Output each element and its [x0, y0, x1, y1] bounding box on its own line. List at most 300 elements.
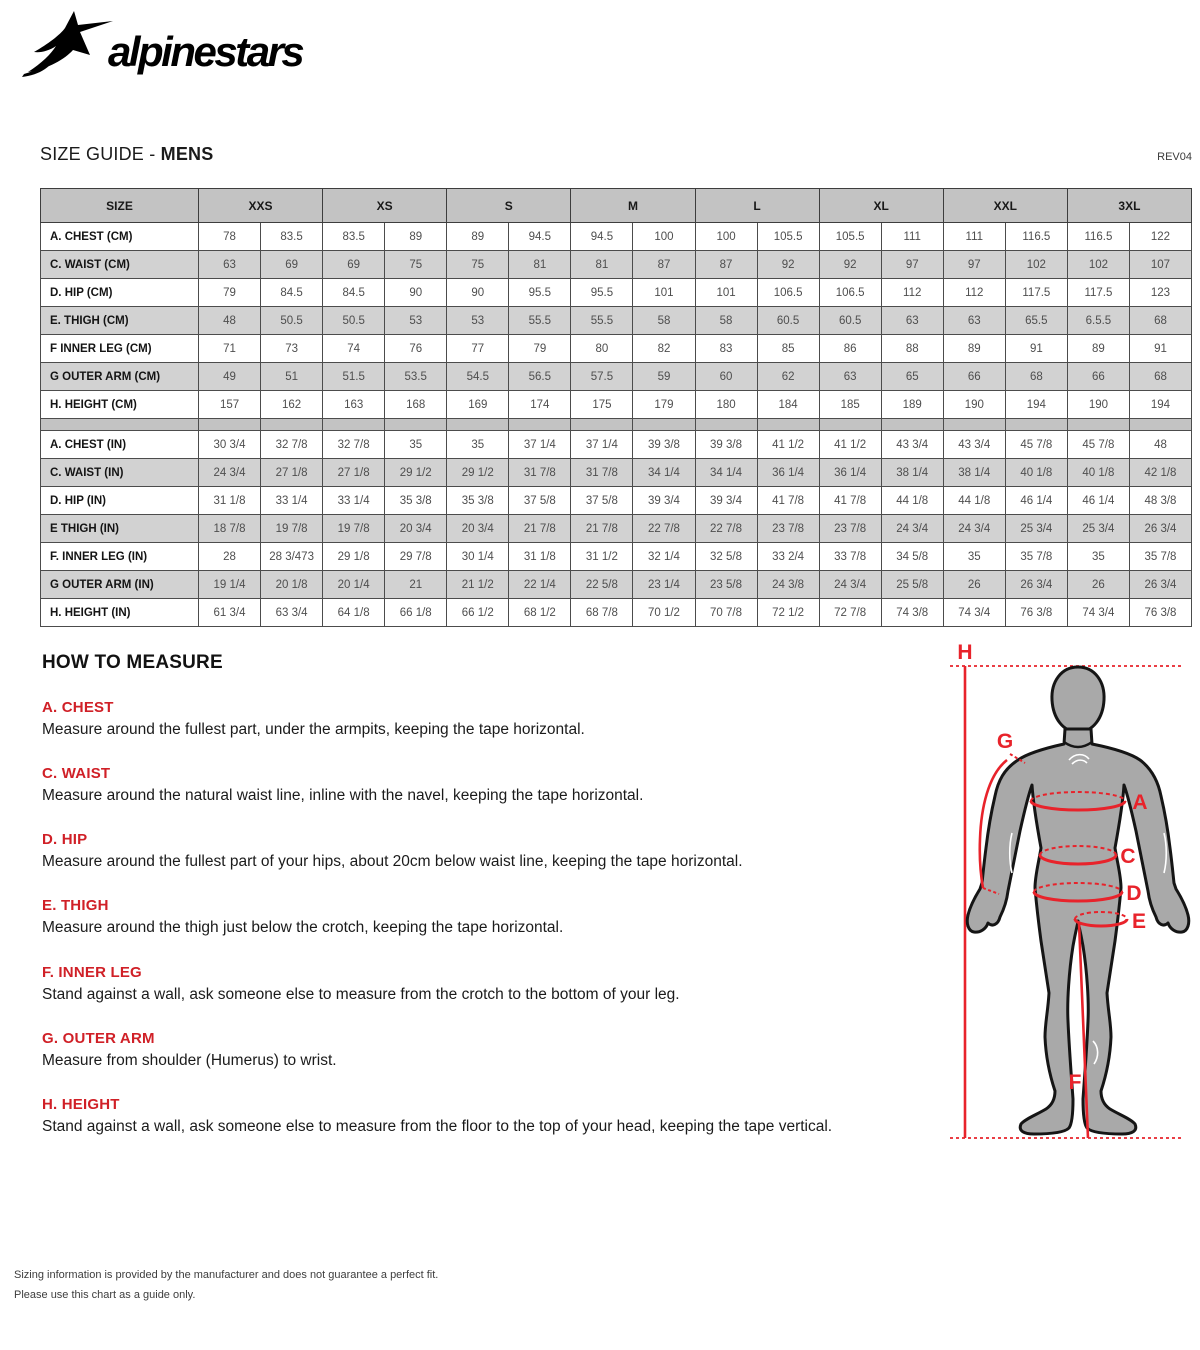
disclaimer [14, 1266, 438, 1306]
size-value: 157 [199, 391, 261, 419]
size-value: 94.5 [571, 223, 633, 251]
row-label: H. HEIGHT (IN) [41, 599, 199, 627]
row-label: E. THIGH (CM) [41, 307, 199, 335]
size-value: 48 3/8 [1129, 487, 1191, 515]
measure-item-label: F. INNER LEG [42, 963, 142, 981]
size-value: 38 1/4 [943, 459, 1005, 487]
size-value: 91 [1005, 335, 1067, 363]
measure-item [42, 765, 927, 806]
size-value: 185 [819, 391, 881, 419]
row-label: D. HIP (IN) [41, 487, 199, 515]
size-value: 19 1/4 [199, 571, 261, 599]
row-label: A. CHEST (CM) [41, 223, 199, 251]
size-value: 40 1/8 [1005, 459, 1067, 487]
measure-item-label: C. WAIST [42, 765, 111, 783]
size-value: 101 [695, 279, 757, 307]
size-value: 24 3/4 [881, 515, 943, 543]
size-value: 41 1/2 [819, 431, 881, 459]
size-value: 95.5 [509, 279, 571, 307]
size-value: 39 3/4 [633, 487, 695, 515]
size-value: 27 1/8 [261, 459, 323, 487]
size-value: 45 7/8 [1067, 431, 1129, 459]
size-value: 81 [509, 251, 571, 279]
size-value: 26 3/4 [1005, 571, 1067, 599]
size-value: 92 [757, 251, 819, 279]
measure-item-text: Measure around the natural waist line, inline with the navel, keeping the tape horizontal. [42, 787, 644, 805]
row-label: G OUTER ARM (CM) [41, 363, 199, 391]
size-value: 86 [819, 335, 881, 363]
size-value: 83.5 [323, 223, 385, 251]
size-value: 54.5 [447, 363, 509, 391]
size-value: 89 [385, 223, 447, 251]
size-value: 116.5 [1067, 223, 1129, 251]
size-value: 74 3/4 [943, 599, 1005, 627]
size-value: 37 5/8 [571, 487, 633, 515]
size-header-xxl: XXL [943, 189, 1067, 223]
size-value: 6.5.5 [1067, 307, 1129, 335]
size-value: 26 3/4 [1129, 515, 1191, 543]
size-value: 44 1/8 [881, 487, 943, 515]
size-value: 74 3/8 [881, 599, 943, 627]
separator-cell [447, 419, 509, 431]
size-value: 24 3/4 [819, 571, 881, 599]
size-value: 105.5 [819, 223, 881, 251]
size-value: 102 [1005, 251, 1067, 279]
size-value: 63 [819, 363, 881, 391]
size-value: 80 [571, 335, 633, 363]
size-value: 53.5 [385, 363, 447, 391]
size-header-s: S [447, 189, 571, 223]
size-value: 23 7/8 [819, 515, 881, 543]
size-value: 56.5 [509, 363, 571, 391]
size-value: 194 [1129, 391, 1191, 419]
size-value: 55.5 [509, 307, 571, 335]
separator-cell [881, 419, 943, 431]
size-value: 66 1/2 [447, 599, 509, 627]
size-value: 26 [943, 571, 1005, 599]
size-value: 35 [385, 431, 447, 459]
size-value: 100 [633, 223, 695, 251]
measure-item-label: A. CHEST [42, 699, 114, 716]
size-value: 39 3/8 [695, 431, 757, 459]
size-value: 22 1/4 [509, 571, 571, 599]
measure-item-label: D. HIP [42, 831, 88, 849]
size-value: 29 7/8 [385, 543, 447, 571]
size-value: 65.5 [1005, 307, 1067, 335]
separator-cell [757, 419, 819, 431]
size-value: 34 1/4 [695, 459, 757, 487]
size-value: 53 [385, 307, 447, 335]
size-value: 71 [199, 335, 261, 363]
size-value: 78 [199, 223, 261, 251]
size-value: 29 1/2 [385, 459, 447, 487]
separator-cell [41, 419, 199, 431]
size-value: 50.5 [323, 307, 385, 335]
size-value: 31 1/8 [509, 543, 571, 571]
row-label: F INNER LEG (CM) [41, 335, 199, 363]
size-value: 87 [695, 251, 757, 279]
size-value: 20 1/8 [261, 571, 323, 599]
measurement-diagram [928, 640, 1200, 1200]
size-value: 189 [881, 391, 943, 419]
size-value: 46 1/4 [1005, 487, 1067, 515]
measure-item-text: Measure from shoulder (Humerus) to wrist. [42, 1051, 337, 1069]
label-a: A [1132, 791, 1148, 814]
size-value: 37 1/4 [571, 431, 633, 459]
size-value: 51 [261, 363, 323, 391]
size-value: 30 3/4 [199, 431, 261, 459]
size-header-xl: XL [819, 189, 943, 223]
size-value: 190 [943, 391, 1005, 419]
size-value: 42 1/8 [1129, 459, 1191, 487]
size-value: 76 3/8 [1005, 599, 1067, 627]
separator-cell [261, 419, 323, 431]
size-value: 20 1/4 [323, 571, 385, 599]
size-value: 116.5 [1005, 223, 1067, 251]
separator-cell [571, 419, 633, 431]
separator-cell [633, 419, 695, 431]
size-value: 95.5 [571, 279, 633, 307]
table-row [41, 223, 1192, 251]
measure-item [42, 964, 927, 1005]
label-f: F [1068, 1071, 1082, 1094]
size-value: 79 [199, 279, 261, 307]
size-value: 75 [385, 251, 447, 279]
size-value: 66 [1067, 363, 1129, 391]
size-value: 34 5/8 [881, 543, 943, 571]
size-value: 30 1/4 [447, 543, 509, 571]
size-value: 36 1/4 [757, 459, 819, 487]
measure-item [42, 831, 927, 872]
size-value: 20 3/4 [385, 515, 447, 543]
separator-cell [1129, 419, 1191, 431]
size-value: 29 1/2 [447, 459, 509, 487]
size-value: 63 3/4 [261, 599, 323, 627]
measure-item-text: Measure around the thigh just below the crotch, keeping the tape horizontal. [42, 919, 564, 937]
size-value: 32 1/4 [633, 543, 695, 571]
size-value: 70 7/8 [695, 599, 757, 627]
separator-cell [819, 419, 881, 431]
size-value: 68 7/8 [571, 599, 633, 627]
page-title-prefix: SIZE GUIDE - [40, 144, 161, 164]
size-value: 55.5 [571, 307, 633, 335]
size-value: 76 [385, 335, 447, 363]
size-value: 23 7/8 [757, 515, 819, 543]
alpinestars-wordmark: alpinestars [108, 28, 303, 75]
size-value: 122 [1129, 223, 1191, 251]
size-value: 45 7/8 [1005, 431, 1067, 459]
size-value: 34 1/4 [633, 459, 695, 487]
size-value: 33 2/4 [757, 543, 819, 571]
size-value: 35 3/8 [447, 487, 509, 515]
size-value: 46 1/4 [1067, 487, 1129, 515]
row-label: C. WAIST (CM) [41, 251, 199, 279]
disclaimer-line1: Sizing information is provided by the manufacturer and does not guarantee a perfect fit. [14, 1269, 439, 1281]
separator-cell [385, 419, 447, 431]
size-header-xxs: XXS [199, 189, 323, 223]
size-value: 37 1/4 [509, 431, 571, 459]
size-value: 32 5/8 [695, 543, 757, 571]
separator-cell [1067, 419, 1129, 431]
size-column-header: SIZE [41, 189, 199, 223]
size-value: 66 1/8 [385, 599, 447, 627]
table-row [41, 391, 1192, 419]
separator-cell [199, 419, 261, 431]
size-value: 20 3/4 [447, 515, 509, 543]
size-value: 94.5 [509, 223, 571, 251]
size-value: 68 [1129, 307, 1191, 335]
size-value: 24 3/4 [199, 459, 261, 487]
size-value: 66 [943, 363, 1005, 391]
measure-item-text: Measure around the fullest part of your hips, about 20cm below waist line, keeping the tape horizontal. [42, 853, 743, 871]
size-value: 87 [633, 251, 695, 279]
size-value: 61 3/4 [199, 599, 261, 627]
brand-header [18, 8, 302, 80]
size-value: 174 [509, 391, 571, 419]
size-value: 18 7/8 [199, 515, 261, 543]
size-value: 175 [571, 391, 633, 419]
table-row [41, 251, 1192, 279]
section-separator-row [41, 419, 1192, 431]
disclaimer-line2: Please use this chart as a guide only. [14, 1288, 196, 1301]
size-value: 39 3/4 [695, 487, 757, 515]
size-value: 53 [447, 307, 509, 335]
size-value: 72 1/2 [757, 599, 819, 627]
size-value: 69 [323, 251, 385, 279]
size-value: 184 [757, 391, 819, 419]
table-row [41, 543, 1192, 571]
size-value: 60 [695, 363, 757, 391]
size-value: 41 7/8 [757, 487, 819, 515]
size-value: 50.5 [261, 307, 323, 335]
size-value: 41 1/2 [757, 431, 819, 459]
size-value: 92 [819, 251, 881, 279]
title-row [40, 144, 1192, 165]
label-h: H [957, 641, 973, 664]
size-value: 19 7/8 [261, 515, 323, 543]
size-value: 65 [881, 363, 943, 391]
how-to-measure-heading: HOW TO MEASURE [42, 652, 223, 673]
size-value: 31 1/8 [199, 487, 261, 515]
size-value: 83.5 [261, 223, 323, 251]
size-value: 48 [1129, 431, 1191, 459]
table-row [41, 431, 1192, 459]
size-value: 26 3/4 [1129, 571, 1191, 599]
size-value: 49 [199, 363, 261, 391]
separator-cell [1005, 419, 1067, 431]
size-value: 21 1/2 [447, 571, 509, 599]
row-label: G OUTER ARM (IN) [41, 571, 199, 599]
size-value: 22 7/8 [695, 515, 757, 543]
size-value: 169 [447, 391, 509, 419]
size-value: 72 7/8 [819, 599, 881, 627]
revision-label: REV04 [1157, 151, 1192, 163]
size-value: 112 [943, 279, 1005, 307]
row-label: C. WAIST (IN) [41, 459, 199, 487]
size-value: 64 1/8 [323, 599, 385, 627]
size-value: 112 [881, 279, 943, 307]
size-value: 111 [943, 223, 1005, 251]
size-value: 90 [447, 279, 509, 307]
size-value: 59 [633, 363, 695, 391]
size-value: 84.5 [261, 279, 323, 307]
size-value: 117.5 [1005, 279, 1067, 307]
measure-item-text: Measure around the fullest part, under the armpits, keeping the tape horizontal. [42, 721, 585, 738]
size-value: 74 3/4 [1067, 599, 1129, 627]
size-value: 41 7/8 [819, 487, 881, 515]
size-header-3xl: 3XL [1067, 189, 1191, 223]
size-value: 28 [199, 543, 261, 571]
size-value: 91 [1129, 335, 1191, 363]
size-value: 68 1/2 [509, 599, 571, 627]
size-value: 24 3/4 [943, 515, 1005, 543]
size-value: 60.5 [819, 307, 881, 335]
measure-item-text: Stand against a wall, ask someone else to measure from the crotch to the bottom of your leg. [42, 985, 680, 1003]
measure-item-label: H. HEIGHT [42, 1095, 120, 1113]
size-value: 33 1/4 [323, 487, 385, 515]
table-row [41, 307, 1192, 335]
size-value: 180 [695, 391, 757, 419]
how-to-measure-items [42, 699, 927, 1137]
size-value: 25 3/4 [1005, 515, 1067, 543]
size-value: 29 1/8 [323, 543, 385, 571]
size-value: 21 7/8 [571, 515, 633, 543]
alpinestars-star-icon [18, 8, 118, 80]
size-value: 35 3/8 [385, 487, 447, 515]
size-header-l: L [695, 189, 819, 223]
size-value: 43 3/4 [881, 431, 943, 459]
size-value: 84.5 [323, 279, 385, 307]
size-value: 23 5/8 [695, 571, 757, 599]
measure-item-label: E. THIGH [42, 897, 109, 915]
measure-item [42, 1096, 927, 1137]
size-value: 62 [757, 363, 819, 391]
size-value: 85 [757, 335, 819, 363]
size-value: 97 [881, 251, 943, 279]
size-value: 69 [261, 251, 323, 279]
size-value: 24 3/8 [757, 571, 819, 599]
size-value: 163 [323, 391, 385, 419]
label-e: E [1131, 910, 1147, 933]
size-value: 106.5 [819, 279, 881, 307]
table-row [41, 515, 1192, 543]
size-value: 162 [261, 391, 323, 419]
size-value: 21 7/8 [509, 515, 571, 543]
size-value: 28 3/473 [261, 543, 323, 571]
size-value: 100 [695, 223, 757, 251]
measure-item [42, 897, 927, 938]
size-value: 33 1/4 [261, 487, 323, 515]
separator-cell [943, 419, 1005, 431]
size-value: 51.5 [323, 363, 385, 391]
page-title [40, 144, 213, 165]
measure-item-label: G. OUTER ARM [42, 1029, 155, 1047]
size-value: 63 [943, 307, 1005, 335]
table-row [41, 571, 1192, 599]
size-value: 39 3/8 [633, 431, 695, 459]
size-value: 33 7/8 [819, 543, 881, 571]
size-value: 27 1/8 [323, 459, 385, 487]
size-value: 48 [199, 307, 261, 335]
measure-item [42, 699, 927, 740]
size-value: 26 [1067, 571, 1129, 599]
measure-item [42, 1030, 927, 1071]
size-value: 35 [943, 543, 1005, 571]
size-value: 35 [447, 431, 509, 459]
size-value: 57.5 [571, 363, 633, 391]
measure-item-text: Stand against a wall, ask someone else to measure from the floor to the top of your head, keeping the tape vertical. [42, 1117, 833, 1135]
size-value: 89 [447, 223, 509, 251]
size-value: 90 [385, 279, 447, 307]
size-value: 106.5 [757, 279, 819, 307]
size-value: 40 1/8 [1067, 459, 1129, 487]
size-value: 73 [261, 335, 323, 363]
size-value: 97 [943, 251, 1005, 279]
separator-cell [695, 419, 757, 431]
size-value: 32 7/8 [323, 431, 385, 459]
size-value: 89 [943, 335, 1005, 363]
size-value: 32 7/8 [261, 431, 323, 459]
size-value: 117.5 [1067, 279, 1129, 307]
size-value: 102 [1067, 251, 1129, 279]
table-row [41, 599, 1192, 627]
size-value: 190 [1067, 391, 1129, 419]
size-value: 74 [323, 335, 385, 363]
table-row [41, 335, 1192, 363]
body-figure-svg [928, 640, 1200, 1200]
size-value: 31 1/2 [571, 543, 633, 571]
size-value: 105.5 [757, 223, 819, 251]
size-value: 58 [695, 307, 757, 335]
size-value: 22 7/8 [633, 515, 695, 543]
size-value: 31 7/8 [509, 459, 571, 487]
size-value: 37 5/8 [509, 487, 571, 515]
row-label: E THIGH (IN) [41, 515, 199, 543]
size-value: 43 3/4 [943, 431, 1005, 459]
table-row [41, 363, 1192, 391]
row-label: A. CHEST (IN) [41, 431, 199, 459]
size-value: 68 [1005, 363, 1067, 391]
size-value: 63 [881, 307, 943, 335]
separator-cell [323, 419, 385, 431]
label-g: G [996, 730, 1014, 753]
size-value: 107 [1129, 251, 1191, 279]
size-value: 25 5/8 [881, 571, 943, 599]
size-value: 89 [1067, 335, 1129, 363]
size-value: 44 1/8 [943, 487, 1005, 515]
size-value: 179 [633, 391, 695, 419]
size-value: 35 7/8 [1005, 543, 1067, 571]
size-value: 88 [881, 335, 943, 363]
size-value: 35 7/8 [1129, 543, 1191, 571]
size-value: 25 3/4 [1067, 515, 1129, 543]
how-to-measure-section [42, 652, 927, 1137]
size-value: 76 3/8 [1129, 599, 1191, 627]
page-title-gender: MENS [160, 144, 214, 164]
table-row [41, 279, 1192, 307]
size-value: 101 [633, 279, 695, 307]
label-d: D [1126, 882, 1142, 905]
table-row [41, 487, 1192, 515]
size-value: 194 [1005, 391, 1067, 419]
row-label: F. INNER LEG (IN) [41, 543, 199, 571]
size-value: 60.5 [757, 307, 819, 335]
separator-cell [509, 419, 571, 431]
size-value: 58 [633, 307, 695, 335]
row-label: H. HEIGHT (CM) [41, 391, 199, 419]
size-value: 19 7/8 [323, 515, 385, 543]
size-value: 35 [1067, 543, 1129, 571]
